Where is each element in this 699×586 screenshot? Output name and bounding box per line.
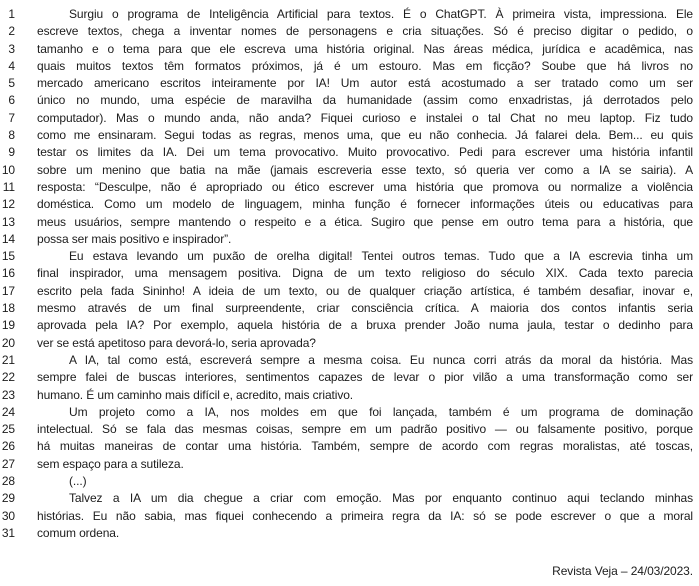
line-text: escrito pela fada Sininho! A ideia de um texto, ou de qualquer criação artística, é também desafiar, inovar e, [37,283,693,298]
text-line [0,421,693,438]
text-line [0,283,693,300]
text-line [0,456,693,473]
text-line [0,75,693,92]
line-text: sem espaço para a sutileza. [37,456,184,471]
text-line [0,58,693,75]
line-number: 29 [1,491,15,506]
line-number: 19 [1,318,15,333]
text-line [0,265,693,282]
line-text: sempre falei de buscas interiores, sentimentos capazes de levar o pior vilão a uma transformação como ser [37,370,693,385]
line-text: A IA, tal como está, escreverá sempre a mesma coisa. Eu nunca corri atrás da moral da história. Mas [69,352,693,367]
line-text: Um projeto como a IA, nos moldes em que foi lançada, também é um programa de dominação [69,404,693,419]
line-text: comum ordena. [37,525,120,540]
line-text: doméstica. Como um modelo de linguagem, minha função é fornecer informações úteis ou educativas para [37,197,693,212]
line-number: 22 [1,370,15,385]
line-text: resposta: “Desculpe, não é apropriado ou ético escrever uma história que promova ou normalize a violência [37,179,693,194]
line-number: 1 [8,7,15,21]
text-line [0,162,693,179]
line-number: 30 [1,508,15,523]
text-line [0,335,693,352]
line-text: humano. É um caminho mais difícil e, acredito, mais criativo. [37,387,354,402]
line-number: 7 [8,110,15,125]
line-number: 9 [8,145,15,160]
line-number: 24 [1,404,15,419]
line-number: 10 [1,162,15,177]
line-text: há muitas maneiras de contar uma história. Também, sempre de acordo com regras moralistas, até toscas, [37,439,693,454]
text-line [0,231,693,248]
text-line [0,41,693,58]
text-line [0,214,693,231]
text-line [0,6,693,23]
line-number: 27 [1,456,15,471]
line-text: Surgiu o programa de Inteligência Artificial para textos. É o ChatGPT. À primeira vista, impressiona. Ele [69,7,693,21]
line-text: testar os limites da IA. Dei um tema provocativo. Muito provocativo. Pedi para escrever uma história infantil [37,145,693,160]
line-text: tamanho e o tema para que ele escreva uma história original. Nas áreas médica, jurídica e acadêmica, nas [37,41,693,56]
text-line [0,179,693,196]
line-number: 4 [8,58,15,73]
text-line [0,248,693,265]
line-number: 8 [8,128,15,143]
text-line [0,110,693,127]
line-number: 18 [1,301,15,316]
line-text: Talvez a IA um dia chegue a criar com emoção. Mas por enquanto continuo aqui teclando minhas [69,491,693,506]
line-number: 31 [1,525,15,540]
text-line [0,92,693,109]
text-body [0,6,693,542]
text-line [0,144,693,161]
line-number: 20 [1,335,15,350]
text-line [0,300,693,317]
line-text: ver se está apetitoso para devorá-lo, seria aprovada? [37,335,316,350]
line-text: escreve textos, chega a inventar nomes de personagens e cria situações. Só é preciso digitar o pedido, o [37,24,693,39]
line-text: mesmo através de um final surpreendente, criar consciência crítica. A maioria dos contos infantis seria [37,301,693,316]
line-text: intelectual. Só se fala das mesmas coisas, sempre em um padrão positivo — ou falsamente positivo, porque [37,422,693,437]
text-line [0,352,693,369]
text-line [0,473,693,490]
line-text: sobre um menino que batia na mãe (jamais escreveria esse texto, só queria ver como a IA se sairia). A [37,162,693,177]
text-line [0,508,693,525]
line-text: possa ser mais positivo e inspirador”. [37,231,232,246]
line-text: (...) [69,474,87,489]
text-line [0,387,693,404]
source-attribution: Revista Veja – 24/03/2023. [552,564,693,579]
line-text: Eu estava levando um puxão de orelha digital! Tentei outros temas. Tudo que a IA escrevia tinha um [69,249,693,264]
line-number: 6 [8,93,15,108]
line-number: 17 [1,283,15,298]
line-number: 25 [1,422,15,437]
line-text: computador). Mas o mundo anda, não anda? Fiquei curioso e instalei o tal Chat no meu laptop. Fiz tudo [37,110,693,125]
line-number: 13 [1,214,15,229]
line-number: 15 [1,249,15,264]
line-text: como me ensinaram. Segui todas as regras, menos uma, que eu não conhecia. Já falarei dela. Bem... eu quis [37,128,693,143]
line-text: final inspirador, uma mensagem positiva. Digna de um texto religioso do século XIX. Cada texto parecia [37,266,693,281]
text-line [0,127,693,144]
line-number: 16 [1,266,15,281]
text-line [0,404,693,421]
line-text: aprovada pela IA? Por exemplo, aquela história de a bruxa prender João numa jaula, testar o dedinho para [37,318,693,333]
line-text: único no mundo, uma espécie de maravilha da humanidade (assim como enxadristas, já derrotados pelo [37,93,693,108]
text-line [0,438,693,455]
text-line [0,196,693,213]
line-number: 28 [1,474,15,489]
line-number: 14 [1,231,15,246]
line-number: 26 [1,439,15,454]
text-line [0,490,693,507]
line-number: 11 [2,179,15,194]
line-number: 12 [1,197,15,212]
text-line [0,525,693,542]
line-number: 23 [1,387,15,402]
text-line [0,369,693,386]
line-number: 21 [1,352,15,367]
line-text: meus usuários, sempre mantendo o respeito e a ética. Sugiro que pense em outro tema para a história, que [37,214,693,229]
line-number: 5 [8,76,15,91]
line-text: mercado americano escritos inteiramente por IA! Um autor está acostumado a ser tratado como um ser [37,76,693,91]
text-line [0,317,693,334]
line-text: quais muitos textos têm formatos próximos, já é um estouro. Mas em ficção? Soube que há livros no [37,58,693,73]
line-text: histórias. Eu não sabia, mas fiquei conhecendo a primeira regra da IA: só se pode escrever o que a moral [37,508,693,523]
line-number: 3 [8,41,15,56]
text-line [0,23,693,40]
line-number: 2 [8,24,15,39]
